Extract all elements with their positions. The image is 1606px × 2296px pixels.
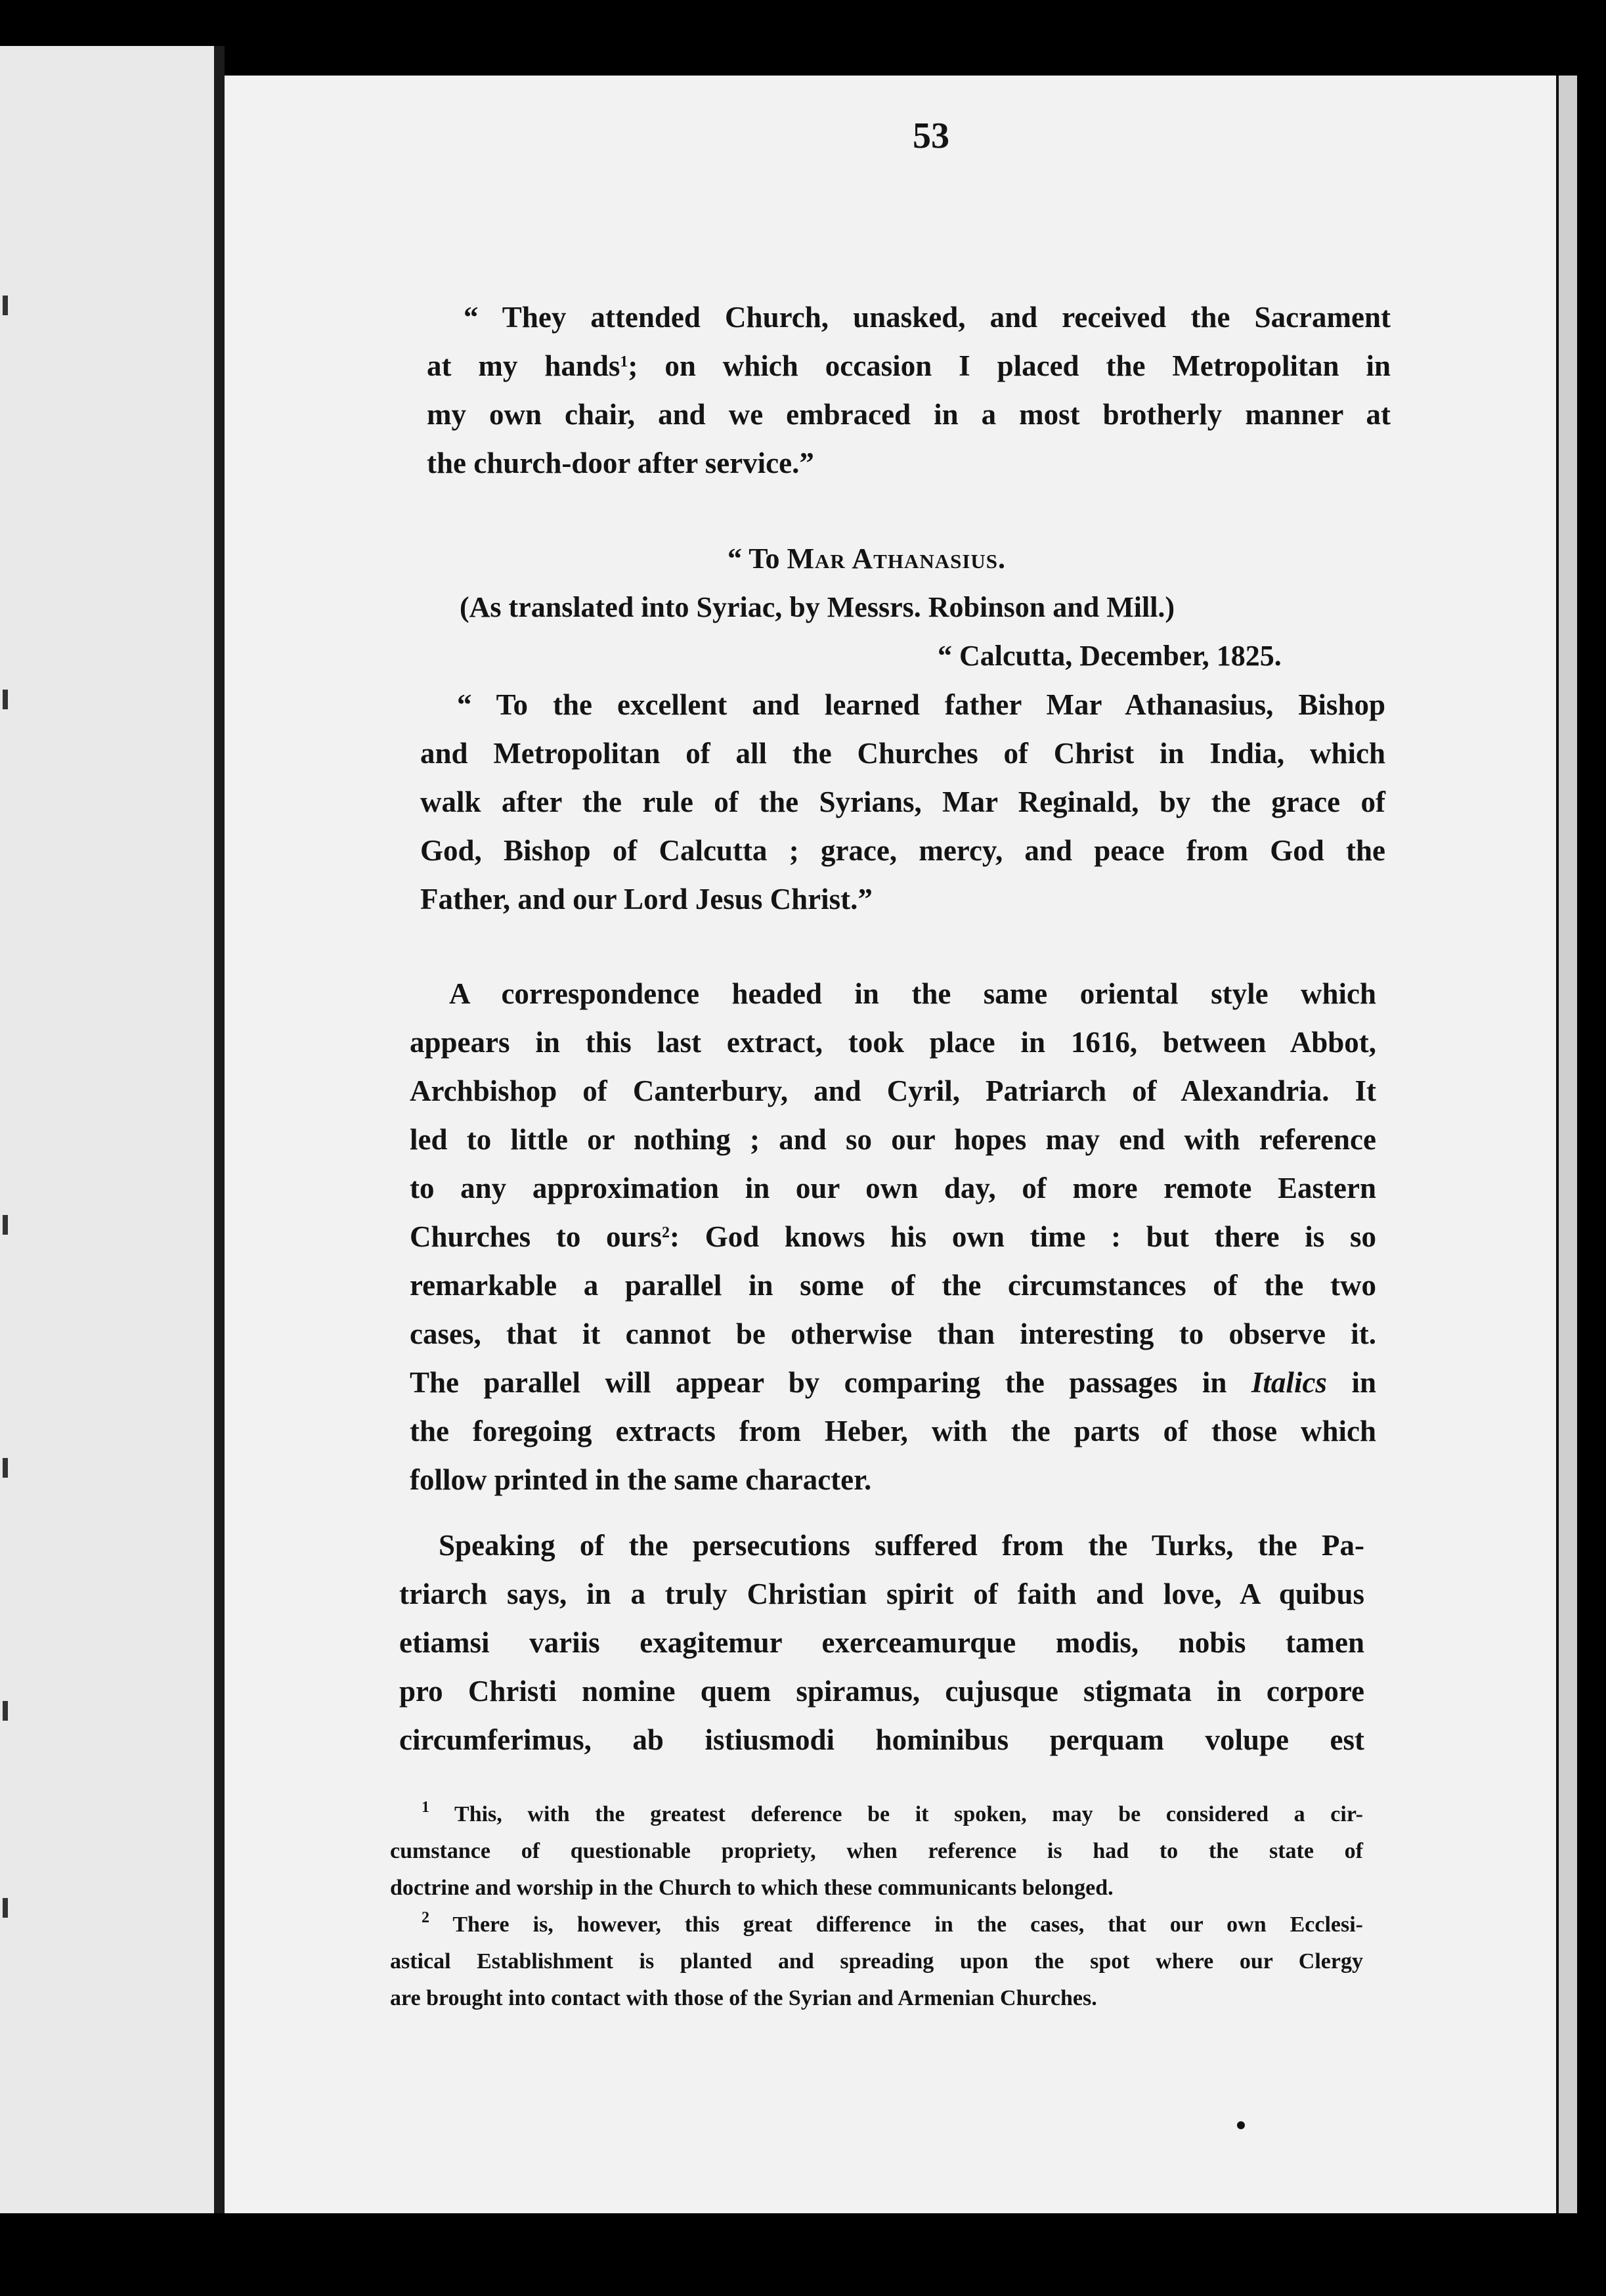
- letter-body: [420, 680, 1385, 923]
- para2-line-2: triarch says, in a truly Christian spirit of faith and love, A quibus: [399, 1578, 1364, 1610]
- para1-line-6: Churches to ours$^2$: God knows his own time : but there is so: [410, 1220, 1376, 1253]
- quote-line-4: the church-door after service.”: [427, 447, 814, 479]
- letter-line-2: and Metropolitan of all the Churches of Christ in India, which: [420, 737, 1385, 770]
- para2-line-1: Speaking of the persecutions suffered from the Turks, the Pa-: [439, 1529, 1364, 1562]
- para1-line-2: appears in this last extract, took place in 1616, between Abbot,: [410, 1026, 1376, 1059]
- letter-line-1: “ To the excellent and learned father Mar Athanasius, Bishop: [457, 688, 1385, 721]
- page-fore-edge: [1556, 76, 1577, 2213]
- footnote-1-line-3: doctrine and worship in the Church to which these communicants belonged.: [390, 1876, 1114, 1900]
- letter-heading: “ To Mar Athanasius.: [727, 542, 1007, 575]
- footnote-1-line-2: cumstance of questionable propriety, when reference is had to the state of: [390, 1839, 1363, 1863]
- para1-line-1: A correspondence headed in the same oriental style which: [449, 977, 1376, 1010]
- letter-line-4: God, Bishop of Calcutta ; grace, mercy, and peace from God the: [420, 834, 1385, 867]
- quote-line-3: my own chair, and we embraced in a most brotherly manner at: [427, 398, 1391, 431]
- footnote-ref-1[interactable]: 1: [620, 353, 628, 370]
- para2-line-3: etiamsi variis exagitemur exerceamurque modis, nobis tamen: [399, 1626, 1364, 1659]
- quote-continuation: [427, 293, 1391, 487]
- letter-line-3: walk after the rule of the Syrians, Mar Reginald, by the grace of: [420, 785, 1385, 818]
- translation-note: (As translated into Syriac, by Messrs. Robinson and Mill.): [460, 591, 1175, 623]
- footnote-2-marker: 2: [422, 1909, 429, 1926]
- ink-dot: [1237, 2121, 1245, 2129]
- footnote-1-line-1: $^1$ This, with the greatest deference be it spoken, may be considered a cir-: [422, 1799, 1363, 1826]
- footnote-2-line-3: are brought into contact with those of the Syrian and Armenian Churches.: [390, 1986, 1097, 2010]
- quote-line-2: at my hands$^1$; on which occasion I placed the Metropolitan in: [427, 349, 1391, 382]
- para1-line-3: Archbishop of Canterbury, and Cyril, Patriarch of Alexandria. It: [410, 1074, 1376, 1107]
- para1-line-7: remarkable a parallel in some of the circumstances of the two: [410, 1269, 1376, 1302]
- footnote-2-line-2: astical Establishment is planted and spreading upon the spot where our Clergy: [390, 1949, 1363, 1974]
- page-number: 53: [913, 116, 949, 156]
- paragraph-persecutions: [399, 1521, 1364, 1764]
- book-gutter: [214, 46, 225, 2213]
- para1-line-9: The parallel will appear by comparing the passages in Italics in: [410, 1366, 1376, 1399]
- footnotes: [390, 1796, 1363, 2017]
- para1-line-11: follow printed in the same character.: [410, 1463, 872, 1496]
- footnote-2-line-1: $^2$ There is, however, this great difference in the cases, that our own Ecclesi-: [422, 1909, 1363, 1937]
- footnote-ref-2[interactable]: 2: [662, 1224, 670, 1241]
- para1-line-4: led to little or nothing ; and so our hopes may end with reference: [410, 1123, 1376, 1156]
- para1-line-5: to any approximation in our own day, of more remote Eastern: [410, 1172, 1376, 1204]
- footnote-1-marker: 1: [422, 1799, 429, 1816]
- para1-line-8: cases, that it cannot be otherwise than interesting to observe it.: [410, 1317, 1376, 1350]
- letter-place-date: “ Calcutta, December, 1825.: [938, 640, 1282, 672]
- para2-line-5: circumferimus, ab istiusmodi hominibus perquam volupe est: [399, 1723, 1364, 1756]
- letter-line-5: Father, and our Lord Jesus Christ.”: [420, 883, 873, 916]
- paragraph-correspondence: [410, 969, 1376, 1504]
- italics-word: Italics: [1251, 1366, 1327, 1399]
- quote-line-1: “ They attended Church, unasked, and received the Sacrament: [464, 301, 1391, 334]
- para2-line-4: pro Christi nomine quem spiramus, cujusque stigmata in corpore: [399, 1675, 1364, 1708]
- facing-page-edge: [0, 46, 222, 2213]
- para1-line-10: the foregoing extracts from Heber, with the parts of those which: [410, 1415, 1376, 1447]
